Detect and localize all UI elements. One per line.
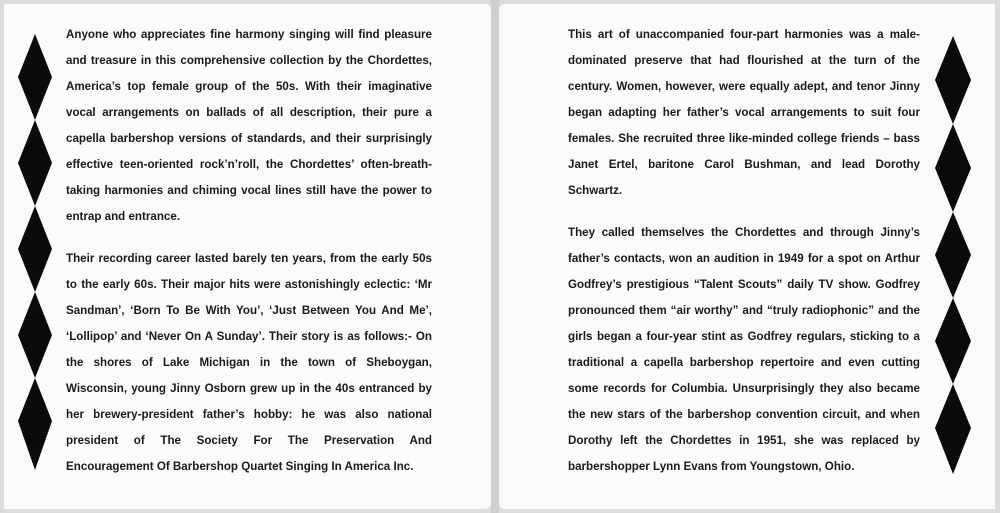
right-page-text [568, 22, 920, 496]
diamond-ornament [935, 212, 971, 298]
booklet-spine [491, 0, 499, 513]
diamond-ornament [18, 206, 52, 292]
diamond-ornament [18, 120, 52, 206]
paragraph-career: Their recording career lasted barely ten years, from the early 50s to the early 60s. Their major hits were astonishingly eclectic: ‘Mr Sandman’, ‘Born To Be With You’, ‘Just Between You And Me’, ‘Lollipop’ and ‘Never On A Sunday’. Their story is as follows:- On the shores of Lake Michigan in the town of Sheboygan, Wisconsin, young Jinny Osborn grew up in the 40s entranced by her brewery-president father’s hobby: he was also national president of The Society For The Preservation And Encouragement Of Barbershop Quartet Singing In America Inc. [66, 252, 432, 473]
right-diamond-border [932, 0, 974, 513]
diamond-ornament [18, 378, 52, 470]
left-diamond-border [14, 0, 56, 513]
paragraph-godfrey: They called themselves the Chordettes and through Jinny’s father’s contacts, won an audition in 1949 for a spot on Arthur Godfrey’s prestigious “Talent Scouts” daily TV show. Godfrey pronounced them “air worthy” and “truly radiophonic” and the girls began a four-year stint as Godfrey regulars, sticking to a traditional a capella barbershop repertoire and even cutting some records for Columbia. Unsurprisingly they also became the new stars of the barbershop convention circuit, and when Dorothy left the Chordettes in 1951, she was replaced by barbershopper Lynn Evans from Youngstown, Ohio. [568, 226, 920, 473]
diamond-ornament [935, 36, 971, 124]
diamond-ornament [18, 34, 52, 120]
diamond-ornament [18, 292, 52, 378]
diamond-ornament [935, 124, 971, 212]
paragraph-intro: Anyone who appreciates fine harmony singing will find pleasure and treasure in this comprehensive collection by the Chordettes, America’s top female group of the 50s. With their imaginative vocal arrangements on ballads of all description, their pure a capella barbershop versions of standards, and their surprisingly effective teen-oriented rock’n’roll, the Chordettes’ often-breath-taking harmonies and chiming vocal lines still have the power to entrap and entrance. [66, 28, 432, 223]
paragraph-harmonies: This art of unaccompanied four-part harmonies was a male-dominated preserve that had flourished at the turn of the century. Women, however, were equally adept, and tenor Jinny began adapting her father’s vocal arrangements to suit four females. She recruited three like-minded college friends – bass Janet Ertel, baritone Carol Bushman, and lead Dorothy Schwartz. [568, 28, 920, 197]
left-page-text [66, 22, 432, 496]
diamond-ornament [935, 298, 971, 384]
diamond-ornament [935, 384, 971, 474]
